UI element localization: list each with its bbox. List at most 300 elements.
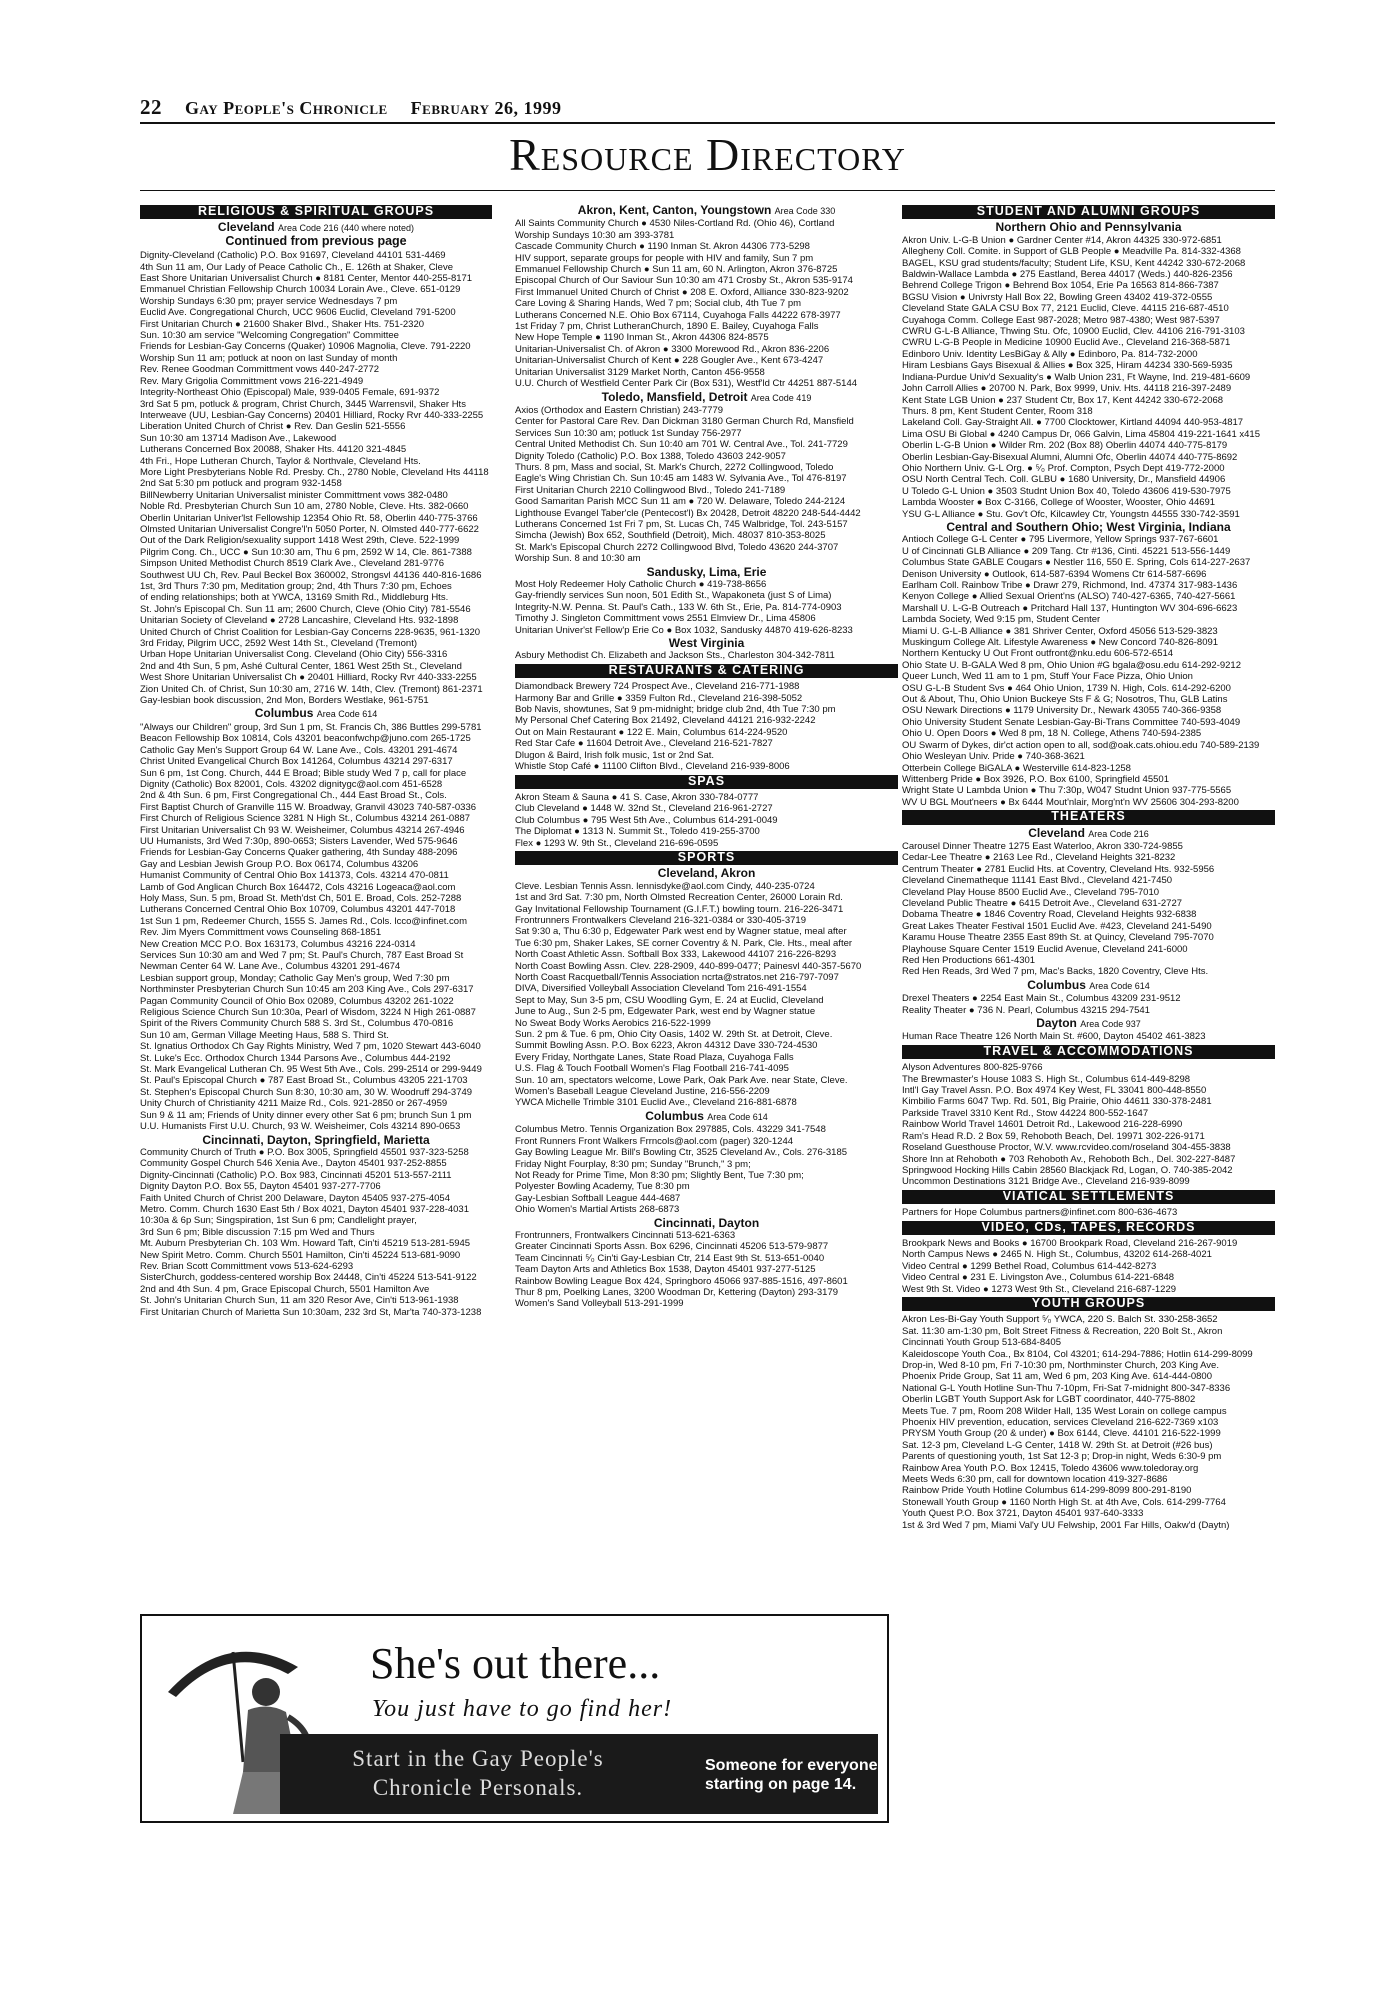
section-header-bar: STUDENT AND ALUMNI GROUPS: [902, 205, 1275, 219]
directory-entry: 4th Fri., Hope Lutheran Church, Taylor & Northvale, Cleveland Hts.: [140, 455, 421, 467]
directory-entry: Meets Weds 6:30 pm, call for downtown location 419-327-8686: [902, 1474, 1168, 1486]
issue-date: February 26, 1999: [410, 98, 562, 118]
directory-entry: Friday Night Fourplay, 8:30 pm; Sunday "Brunch," 3 pm;: [515, 1158, 751, 1170]
directory-entry: OSU North Central Tech. Coll. GLBU ● 1680 University, Dr., Mansfield 44906: [902, 474, 1226, 486]
directory-entry: Beacon Fellowship Box 10814, Cols 43201 beaconfwchp@juno.com 265-1725: [140, 733, 471, 745]
directory-entry: St. Ignatius Orthodox Ch Gay Rights Ministry, Wed 7 pm, 1020 Stewart 443-6040: [140, 1041, 481, 1053]
directory-entry: Worship Sundays 6:30 pm; prayer service Wednesdays 7 pm: [140, 295, 398, 307]
directory-entry: Otterbein College BiGALA ● Westerville 614-823-1258: [902, 762, 1131, 774]
directory-entry: Ohio Northern Univ. G-L Org. ● ⁵⁄₀ Prof. Compton, Psych Dept 419-772-2000: [902, 462, 1225, 474]
directory-entry: Lima OSU Bi Global ● 4240 Campus Dr, 066 Galvin, Lima 45804 419-221-1641 x415: [902, 428, 1260, 440]
directory-entry: Kimbilio Farms 6047 Twp. Rd. 501, Big Prairie, Ohio 44611 330-378-2481: [902, 1096, 1212, 1108]
directory-entry: Oberlin LGBT Youth Support Ask for LGBT coordinator, 440-775-8802: [902, 1394, 1196, 1406]
directory-entry: Religious Science Church Sun 10:30a, Pearl of Wisdom, 3224 N High 261-0887: [140, 1007, 476, 1019]
directory-entry: St. John's Unitarian Church Sun, 11 am 320 Resor Ave, Cin'ti 513-961-1938: [140, 1295, 459, 1307]
directory-entry: Akron Les-Bi-Gay Youth Support ⁵⁄₀ YWCA, 220 S. Balch St. 330-258-3652: [902, 1314, 1218, 1326]
directory-entry: First Church of Religious Science 3281 N High St., Columbus 43214 261-0887: [140, 813, 471, 825]
directory-entry: Center for Pastoral Care Rev. Dan Dickman 3180 German Church Rd, Mansfield: [515, 416, 854, 428]
directory-entry: United Church of Christ Coalition for Lesbian-Gay Concerns 228-9635, 961-1320: [140, 626, 481, 638]
directory-entry: Human Race Theatre 126 North Main St. #600, Dayton 45402 461-3823: [902, 1031, 1206, 1043]
area-code-note: Area Code 937: [1080, 1019, 1141, 1030]
directory-entry: 10:30a & 6p Sun; Singspiration, 1st Sun 6 pm; Candlelight prayer,: [140, 1215, 417, 1227]
directory-entry: Worship Sun 11 am; potluck at noon on last Sunday of month: [140, 352, 398, 364]
ad-subline: You just have to go find her!: [372, 1696, 673, 1722]
directory-entry: Dlugon & Baird, Irish folk music, 1st or 2nd Sat.: [515, 749, 715, 761]
directory-entry: Out of the Dark Religion/sexuality support 1418 West 29th, Cleve. 522-1999: [140, 535, 460, 547]
directory-entry: St. Luke's Ecc. Orthodox Church 1344 Parsons Ave., Columbus 444-2192: [140, 1052, 451, 1064]
directory-entry: Kaleidoscope Youth Coa., Bx 8104, Col 43201; 614-294-7886; Hotlin 614-299-8099: [902, 1348, 1253, 1360]
directory-entry: Central United Methodist Ch. Sun 10:40 am 701 W. Central Ave., Tol. 241-7729: [515, 439, 848, 451]
directory-entry: Sat. 12-3 pm, Cleveland L-G Center, 1418 W. 29th St. at Detroit (#26 bus): [902, 1439, 1213, 1451]
ad-headline: She's out there...: [370, 1639, 661, 1688]
directory-entry: Metro. Comm. Church 1630 East 5th / Box 4021, Dayton 45401 937-228-4031: [140, 1203, 470, 1215]
page-title: Resource Directory: [509, 129, 906, 180]
directory-entry: 1st, 3rd Thurs 7:30 pm, Meditation group; 2nd, 4th Thurs 7:30 pm, Echoes: [140, 581, 452, 592]
directory-entry: Front Runners Front Walkers Frrncols@aol.com (pager) 320-1244: [515, 1135, 794, 1147]
directory-entry: Interweave (UU, Lesbian-Gay Concerns) 20401 Hilliard, Rocky Rvr 440-333-2255: [140, 409, 484, 421]
directory-entry: Ram's Head R.D. 2 Box 59, Rehoboth Beach, Del. 19971 302-226-9171: [902, 1130, 1205, 1142]
ad-cta-line: Someone for everyone: [705, 1757, 878, 1774]
directory-entry: Antioch College G-L Center ● 795 Livermore, Yellow Springs 937-767-6601: [902, 534, 1219, 546]
directory-entry: U Toledo G-L Union ● 3503 Studnt Union Box 40, Toledo 43606 419-530-7975: [902, 485, 1231, 497]
directory-entry: Centrum Theater ● 2781 Euclid Hts. at Coventry, Cleveland Hts. 932-5956: [902, 863, 1215, 875]
directory-entry: U.U. Humanists First U.U. Church, 93 W. Weisheimer, Cols 43214 890-0653: [140, 1121, 461, 1133]
section-header-bar: RELIGIOUS & SPIRITUAL GROUPS: [140, 205, 492, 219]
directory-entry: Oberlin Lesbian-Gay-Bisexual Alumni, Alumni Ofc, Oberlin 44074 440-775-8692: [902, 451, 1238, 463]
region-name: Columbus: [1027, 977, 1086, 992]
ad-strip-line: Chronicle Personals.: [372, 1775, 584, 1800]
area-code-note: Area Code 216: [1088, 828, 1149, 839]
directory-entry: Sat. 11:30 am-1:30 pm, Bolt Street Fitness & Recreation, 220 Bolt St., Akron: [902, 1325, 1223, 1337]
directory-entry: Lutherans Concerned Central Ohio Box 10709, Columbus 43201 447-7018: [140, 904, 456, 916]
directory-entry: Whistle Stop Café ● 11100 Clifton Blvd., Cleveland 216-939-8006: [515, 761, 790, 773]
directory-entry: Noble Rd. Presbyterian Church Sun 10 am, 2780 Noble, Cleve. Hts. 382-0660: [140, 501, 469, 513]
directory-entry: U.S. Flag & Touch Football Women's Flag Football 216-741-4095: [515, 1063, 789, 1075]
directory-entry: Oberlin Unitarian Univer'lst Fellowship 12354 Ohio Rt. 58, Oberlin 440-775-3766: [140, 512, 478, 524]
directory-entry: St. Mark Evangelical Lutheran Ch. 95 West 5th Ave., Cols. 299-2514 or 299-9449: [140, 1064, 482, 1076]
directory-entry: 3rd Sat 5 pm, potluck & program, Christ Church, 3445 Warrensvil, Shaker Hts: [140, 398, 466, 410]
directory-entry: YWCA Michelle Trimble 3101 Euclid Ave., Cleveland 216-881-6878: [515, 1097, 797, 1109]
directory-entry: Red Star Cafe ● 11604 Detroit Ave., Cleveland 216-521-7827: [515, 738, 773, 750]
directory-entry: Rainbow Bowling League Box 424, Springboro 45066 937-885-1516, 497-8601: [515, 1275, 848, 1287]
directory-entry: Dignity-Cleveland (Catholic) P.O. Box 91697, Cleveland 44101 531-4469: [140, 250, 446, 262]
directory-entry: June to Aug., Sun 2-5 pm, Edgewater Park, west end by Wagner statue: [515, 1006, 816, 1018]
region-subhead: [902, 1018, 1275, 1030]
directory-entry: 2nd and 4th Sun, 5 pm, Ashé Cultural Center, 1861 West 25th St., Cleveland: [140, 660, 462, 672]
directory-entry: Miami U. G-L-B Alliance ● 381 Shriver Center, Oxford 45056 513-529-3823: [902, 625, 1218, 637]
region-subhead: [140, 708, 492, 720]
region-name: Akron, Kent, Canton, Youngstown: [577, 203, 772, 217]
region-name: Dayton: [1036, 1016, 1077, 1031]
region-subhead: [515, 564, 898, 579]
directory-entry: Phoenix Pride Group, Sat 11 am, Wed 6 pm, 203 King Ave. 614-444-0800: [902, 1371, 1213, 1383]
directory-entry: Cleveland Play House 8500 Euclid Ave., Cleveland 795-7010: [902, 886, 1160, 898]
directory-entry: First Immanuel United Church of Christ ● 208 E. Oxford, Alliance 330-823-9202: [515, 286, 849, 298]
directory-entry: St. Paul's Episcopal Church ● 787 East Broad St., Columbus 43205 221-1703: [140, 1075, 468, 1087]
region-subhead: [902, 977, 1275, 992]
directory-entry: Team Cincinnati ⁵⁄₀ Cin'ti Gay-Lesbian Ctr, 214 East 9th St. 513-651-0040: [515, 1252, 825, 1264]
directory-entry: Emmanuel Fellowship Church ● Sun 11 am, 60 N. Arlington, Akron 376-8725: [515, 264, 838, 276]
directory-entry: North Campus News ● 2465 N. High St., Columbus, 43202 614-268-4021: [902, 1249, 1212, 1261]
directory-entry: Alyson Adventures 800-825-9766: [902, 1062, 1043, 1074]
directory-entry: Cuyahoga Comm. College East 987-2028; Metro 987-4380; West 987-5397: [902, 314, 1220, 326]
directory-entry: Every Friday, Northgate Lanes, State Road Plaza, Cuyahoga Falls: [515, 1051, 794, 1063]
directory-entry: Partners for Hope Columbus partners@infinet.com 800-636-4673: [902, 1207, 1178, 1219]
directory-entry: Cedar-Lee Theatre ● 2163 Lee Rd., Cleveland Heights 321-8232: [902, 852, 1176, 864]
directory-entry: Dobama Theatre ● 1846 Coventry Road, Cleveland Heights 932-6838: [902, 909, 1197, 921]
directory-entry: Columbus Metro. Tennis Organization Box 297885, Cols. 43229 341-7548: [515, 1124, 826, 1136]
directory-entry: National G-L Youth Hotline Sun-Thu 7-10pm, Fri-Sat 7-midnight 800-347-8336: [902, 1382, 1231, 1394]
directory-entry: Rev. Mary Grigolia Committment vows 216-221-4949: [140, 375, 364, 387]
directory-entry: John Carroll Allies ● 20700 N. Park, Box 9999, Univ. Hts. 44118 216-397-2489: [902, 383, 1232, 395]
directory-entry: The Diplomat ● 1313 N. Summit St., Toledo 419-255-3700: [515, 826, 760, 838]
directory-entry: Rainbow Area Youth P.O. Box 12415, Toledo 43606 www.toledoray.org: [902, 1462, 1199, 1474]
directory-entry: OSU G-L-B Student Svs ● 464 Ohio Union, 1739 N. High, Cols. 614-292-6200: [902, 682, 1231, 694]
directory-entry: Community Gospel Church 546 Xenia Ave., Dayton 45401 937-252-8855: [140, 1158, 447, 1170]
directory-entry: BGSU Vision ● Univrsty Hall Box 22, Bowling Green 43402 419-372-0555: [902, 291, 1213, 303]
directory-entry: Cleveland State GALA CSU Box 77, 2121 Euclid, Cleve. 44115 216-687-4510: [902, 303, 1229, 315]
section-header-bar: TRAVEL & ACCOMMODATIONS: [902, 1045, 1275, 1059]
directory-entry: Cascade Community Church ● 1190 Inman St. Akron 44306 773-5298: [515, 241, 810, 253]
directory-entry: Drexel Theaters ● 2254 East Main St., Columbus 43209 231-9512: [902, 993, 1181, 1005]
column-religious: [140, 203, 492, 1318]
directory-entry: Akron Steam & Sauna ● 41 S. Case, Akron 330-784-0777: [515, 791, 759, 803]
directory-entry: Edinboro Univ. Identity LesBiGay & Ally ● Edinboro, Pa. 814-732-2000: [902, 348, 1198, 360]
directory-entry: Sun 6 pm, 1st Cong. Church, 444 E Broad; Bible study Wed 7 p, call for place: [140, 767, 467, 779]
region-name: Columbus: [254, 706, 314, 721]
directory-entry: Cincinnati Youth Group 513-684-8405: [902, 1337, 1061, 1349]
directory-entry: Parkside Travel 3310 Kent Rd., Stow 44224 800-552-1647: [902, 1107, 1149, 1119]
directory-entry: Services Sun 10:30 am; potluck 1st Sunday 756-2977: [515, 427, 742, 439]
directory-entry: Gay-Lesbian Softball League 444-4687: [515, 1192, 681, 1204]
directory-entry: More Light Presbyterians Noble Rd. Presby. Ch., 2780 Noble, Cleveland Hts 44118: [140, 466, 489, 478]
section-header-bar: SPORTS: [515, 851, 898, 865]
directory-entry: Urban Hope Unitarian Universalist Cong. Cleveland (Ohio City) 556-3316: [140, 649, 448, 661]
directory-entry: Unitarian-Universalist Ch. of Akron ● 3300 Morewood Rd., Akron 836-2206: [515, 343, 830, 355]
directory-entry: Unitarian Univer'st Fellow'p Erie Co ● Box 1032, Sandusky 44870 419-626-8233: [515, 624, 853, 636]
directory-entry: Bob Navis, showtunes, Sat 9 pm-midnight; bridge club 2nd, 4th Tue 7:30 pm: [515, 704, 836, 716]
directory-entry: Earlham Coll. Rainbow Tribe ● Drawr 279, Richmond, Ind. 47374 317-983-1436: [902, 580, 1238, 591]
ad-call-to-action: [705, 1756, 878, 1794]
directory-entry: St. Stephen's Episcopal Church Sun 8:30, 10:30 am, 30 W. Woodruff 294-3749: [140, 1086, 473, 1098]
directory-entry: West Shore Unitarian Universalist Ch ● 20401 Hilliard, Rocky Rvr 440-333-2255: [140, 672, 477, 684]
directory-entry: Cleve. Lesbian Tennis Assn. lennisdyke@aol.com Cindy, 440-235-0724: [515, 880, 815, 892]
region-name: Cleveland: [1028, 825, 1085, 840]
directory-entry: Olmsted Unitarian Universalist Congre'l'n 5050 Porter, N. Olmsted 440-777-6622: [140, 523, 479, 535]
area-code-note: Area Code 216 (440 where noted): [277, 223, 415, 234]
directory-entry: Episcopal Church of Our Saviour Sun 10:30 am 471 Crosby St., Akron 535-9174: [515, 275, 853, 287]
ad-strip-text: [288, 1744, 668, 1802]
directory-entry: Lutherans Concerned N.E. Ohio Box 67114, Cuyahoga Falls 44222 678-3977: [515, 309, 841, 321]
directory-entry: Polyester Bowling Academy, Tue 8:30 pm: [515, 1181, 690, 1193]
directory-entry: Simcha (Jewish) Box 652, Southfield (Detroit), Mich. 48037 810-353-8025: [515, 530, 826, 542]
directory-entry: Mt. Auburn Presbyterian Ch. 103 Wm. Howard Taft, Cin'ti 45219 513-281-5945: [140, 1238, 471, 1250]
directory-entry: 1st Sun 1 pm, Redeemer Church, 1555 S. James Rd., Cols. lcco@infinet.com: [140, 915, 467, 927]
directory-entry: Sun. 10:30 am service "Welcoming Congregation" Committee: [140, 330, 399, 342]
directory-entry: YSU G-L Alliance ● Stu. Gov't Ofc, Kilcawley Ctr, Youngstn 44555 330-742-3591: [902, 508, 1240, 520]
directory-entry: Diamondback Brewery 724 Prospect Ave., Cleveland 216-771-1988: [515, 681, 800, 693]
directory-entry: Simpson United Methodist Church 8519 Clark Ave., Cleveland 281-9776: [140, 558, 444, 570]
directory-entry: Integrity-N.W. Penna. St. Paul's Cath., 133 W. 6th St., Erie, Pa. 814-774-0903: [515, 601, 842, 613]
directory-entry: Sept to May, Sun 3-5 pm, CSU Woodling Gym, E. 24 at Euclid, Cleveland: [515, 994, 824, 1006]
directory-entry: Red Hen Productions 661-4301: [902, 955, 1036, 966]
directory-entry: Thurs. 8 pm, Kent Student Center, Room 318: [902, 405, 1093, 417]
directory-entry: of ending relationships; both at YWCA, 13169 Smith Rd., Middleburg Hts.: [140, 592, 449, 604]
directory-entry: Dignity Dayton P.O. Box 55, Dayton 45401 937-277-7706: [140, 1181, 381, 1193]
directory-entry: Liberation United Church of Christ ● Rev. Dan Geslin 521-5556: [140, 421, 406, 433]
directory-entry: Karamu House Theatre 2355 East 89th St. at Quincy, Cleveland 795-7070: [902, 932, 1214, 944]
directory-entry: Dignity-Cincinnati (Catholic) P.O. Box 983, Cincinnati 45201 513-557-2111: [140, 1169, 452, 1181]
directory-entry: Unitarian Society of Cleveland ● 2728 Lancashire, Cleveland Hts. 932-1898: [140, 615, 459, 627]
column-regional-sports: [515, 203, 898, 1310]
directory-entry: Sun 10 am, German Village Meeting Haus, 588 S. Third St.: [140, 1029, 389, 1041]
directory-entry: Thurs. 8 pm, Mass and social, St. Mark's Church, 2272 Collingwood, Toledo: [515, 461, 834, 473]
directory-entry: Kent State LGB Union ● 237 Student Ctr, Box 17, Kent 44242 330-672-2068: [902, 394, 1224, 406]
publication-name: Gay People's Chronicle: [185, 98, 388, 118]
directory-entry: Gay-friendly services Sun noon, 501 Edith St., Wapakoneta (just S of Lima): [515, 590, 832, 602]
region-subhead: [515, 205, 898, 217]
directory-entry: Muskingum College Alt. Lifestyle Awareness ● New Concord 740-826-8091: [902, 637, 1219, 649]
directory-entry: Drop-in, Wed 8-10 pm, Fri 7-10:30 pm, Northminster Church, 203 King Ave.: [902, 1360, 1219, 1371]
directory-entry: St. Mark's Episcopal Church 2272 Collingwood Blvd, Toledo 43620 244-3707: [515, 541, 839, 553]
directory-entry: No Sweat Body Works Aerobics 216-522-1999: [515, 1017, 711, 1029]
directory-entry: Marshall U. L-G-B Outreach ● Pritchard Hall 137, Huntington WV 304-696-6623: [902, 602, 1238, 614]
region-name: Cincinnati, Dayton: [653, 1215, 760, 1230]
directory-entry: Phoenix HIV prevention, education, services Cleveland 216-622-7369 x103: [902, 1417, 1219, 1429]
directory-entry: Worship Sun. 8 and 10:30 am: [515, 553, 641, 565]
directory-entry: New Creation MCC P.O. Box 163173, Columbus 43216 224-0314: [140, 938, 416, 950]
directory-entry: Harmony Bar and Grille ● 3359 Fulton Rd., Cleveland 216-398-5052: [515, 692, 803, 704]
directory-entry: New Hope Temple ● 1190 Inman St., Akron 44306 824-8575: [515, 332, 769, 344]
directory-entry: North Coast Athletic Assn. Softball Box 333, Lakewood 44107 216-226-8293: [515, 949, 837, 961]
region-subhead: [140, 1132, 492, 1147]
directory-entry: East Shore Unitarian Universalist Church ● 8181 Center, Mentor 440-255-8171: [140, 273, 473, 285]
directory-entry: Rev. Renee Goodman Committment vows 440-247-2772: [140, 364, 380, 376]
directory-entry: Services Sun 10:30 am and Wed 7 pm; St. Paul's Church, 787 East Broad St: [140, 950, 464, 961]
directory-entry: DIVA, Diversified Volleyball Association Cleveland Tom 216-491-1554: [515, 983, 807, 995]
directory-entry: Parents of questioning youth, 1st Sat 12-3 p; Drop-in night, Weds 6:30-9 pm: [902, 1451, 1222, 1463]
directory-entry: Uncommon Destinations 3121 Bridge Ave., Cleveland 216-939-8099: [902, 1176, 1190, 1188]
directory-entry: Lutherans Concerned 1st Fri 7 pm, St. Lucas Ch, 745 Walbridge, Tol. 243-5157: [515, 518, 848, 530]
personals-ad[interactable]: [140, 1614, 889, 1823]
directory-entry: Sun 10:30 am 13714 Madison Ave., Lakewood: [140, 432, 337, 444]
directory-entry: BillNewberry Unitarian Universalist minister Committment vows 382-0480: [140, 489, 448, 501]
region-name: Cincinnati, Dayton, Springfield, Marietta: [202, 1132, 430, 1147]
region-subhead: [515, 868, 898, 879]
section-header-bar: THEATERS: [902, 810, 1275, 824]
directory-entry: Northminster Presbyterian Church Sun 10:45 am 203 King Ave., Cols 297-6317: [140, 984, 474, 996]
directory-entry: UU Humanists, 3rd Wed 7:30p, 890-0653; Sisters Lavender, Wed 575-9646: [140, 835, 458, 847]
directory-entry: Dignity Toledo (Catholic) P.O. Box 1388, Toledo 43603 242-9057: [515, 450, 786, 462]
continued-note: Continued from previous page: [225, 233, 407, 248]
directory-entry: Thur 8 pm, Poelking Lanes, 3200 Woodman Dr, Kettering (Dayton) 293-3179: [515, 1286, 839, 1298]
directory-entry: Humanist Community of Central Ohio Box 141373, Cols. 43214 470-0811: [140, 870, 449, 882]
directory-entry: Baldwin-Wallace Lambda ● 275 Eastland, Berea 44017 (Weds.) 440-826-2356: [902, 269, 1233, 281]
directory-entry: OSU Newark Directions ● 1179 University Dr., Newark 43055 740-366-9358: [902, 705, 1222, 717]
directory-entry: North Coast Racquetball/Tennis Association ncrta@stratos.net 216-797-7097: [515, 972, 839, 983]
directory-entry: Intl'l Gay Travel Assn. P.O. Box 4974 Key West, FL 33041 800-448-8550: [902, 1085, 1207, 1097]
directory-entry: Rev. Jim Myers Committment vows Counseling 868-1851: [140, 927, 382, 939]
directory-entry: U.U. Church of Westfield Center Park Cir (Box 531), Westf'ld Ctr 44251 887-5144: [515, 378, 858, 390]
directory-entry: Christ United Evangelical Church Box 141264, Columbus 43214 297-6317: [140, 756, 453, 768]
directory-entry: Summit Bowling Assn. P.O. Box 6223, Akron 44312 Dave 330-724-4530: [515, 1040, 818, 1052]
directory-entry: Not Ready for Prime Time, Mon 8:30 pm; Slightly Bent, Tue 7:30 pm;: [515, 1169, 804, 1181]
directory-entry: Indiana-Purdue Univ'd Sexuality's ● Walb Union 231, Ft Wayne, Ind. 219-481-6609: [902, 371, 1251, 383]
directory-entry: Kenyon College ● Allied Sexual Orient'ns (ALSO) 740-427-6365, 740-427-5661: [902, 591, 1236, 603]
region-subhead: [902, 825, 1275, 840]
region-subhead: [515, 389, 898, 404]
region-subhead: [515, 1108, 898, 1123]
region-name: Cleveland: [217, 220, 275, 235]
region-name: Central and Southern Ohio; West Virginia, Indiana: [946, 519, 1231, 534]
directory-entry: Cleveland Cinematheque 11141 East Blvd., Cleveland 421-7450: [902, 875, 1173, 887]
directory-entry: Frontrunners, Frontwalkers Cincinnati 513-621-6363: [515, 1229, 736, 1241]
directory-entry: SisterChurch, goddess-centered worship Box 24448, Cin'ti 45224 513-541-9122: [140, 1272, 477, 1284]
directory-entry: Sun. 10 am, spectators welcome, Lowe Park, Oak Park Ave. near State, Cleve.: [515, 1074, 848, 1086]
directory-entry: Team Dayton Arts and Athletics Box 1538, Dayton 45401 937-277-5125: [515, 1264, 816, 1276]
directory-entry: Akron Univ. L-G-B Union ● Gardner Center #14, Akron 44325 330-972-6851: [902, 234, 1222, 246]
directory-entry: Women's Sand Volleyball 513-291-1999: [515, 1298, 684, 1310]
directory-entry: Pagan Community Council of Ohio Box 02089, Columbus 43202 261-1022: [140, 995, 454, 1007]
directory-entry: Zion United Ch. of Christ, Sun 10:30 am, 2716 W. 14th, Clev. (Tremont) 861-2371: [140, 683, 483, 695]
directory-entry: West 9th St. Video ● 1273 West 9th St., Cleveland 216-687-1229: [902, 1283, 1177, 1295]
section-header-bar: RESTAURANTS & CATERING: [515, 664, 898, 678]
directory-entry: Dignity (Catholic) Box 82001, Cols. 43202 dignitygc@aol.com 451-6528: [140, 778, 443, 790]
directory-entry: Gay and Lesbian Jewish Group P.O. Box 06174, Columbus 43206: [140, 858, 419, 870]
directory-entry: Spirit of the Rivers Community Church 588 S. 3rd St., Columbus 470-0816: [140, 1018, 454, 1030]
directory-entry: Ohio Women's Martial Artists 268-6873: [515, 1204, 680, 1216]
directory-entry: New Spirit Metro. Comm. Church 5501 Hamilton, Cin'ti 45224 513-681-9090: [140, 1249, 461, 1261]
section-header-bar: YOUTH GROUPS: [902, 1297, 1275, 1311]
section-header-bar: VIATICAL SETTLEMENTS: [902, 1190, 1275, 1204]
directory-entry: Good Samaritan Parish MCC Sun 11 am ● 720 W. Delaware, Toledo 244-2124: [515, 496, 846, 508]
directory-entry: Lutherans Concerned Box 20088, Shaker Hts. 44120 321-4845: [140, 444, 407, 456]
directory-entry: Gay Bowling League Mr. Bill's Bowling Ctr, 3525 Cleveland Av., Cols. 276-3185: [515, 1147, 848, 1159]
directory-entry: Video Central ● 1299 Bethel Road, Columbus 614-442-8273: [902, 1260, 1157, 1272]
region-subhead: [515, 1215, 898, 1230]
directory-entry: Red Hen Reads, 3rd Wed 7 pm, Mac's Backs, 1820 Coventry, Cleve Hts.: [902, 966, 1209, 978]
directory-entry: Wittenberg Pride ● Box 3926, P.O. Box 6100, Springfield 45501: [902, 773, 1169, 785]
region-subhead: [515, 638, 898, 649]
directory-entry: Reality Theater ● 736 N. Pearl, Columbus 43215 294-7541: [902, 1004, 1150, 1016]
directory-entry: PRYSM Youth Group (20 & under) ● Box 6144, Cleve. 44101 216-522-1999: [902, 1428, 1221, 1440]
area-code-note: Area Code 614: [316, 709, 378, 720]
page-number: 22: [140, 95, 162, 119]
directory-entry: Friends for Lesbian-Gay Concerns (Quaker) 10906 Magnolia, Cleve. 791-2220: [140, 341, 471, 353]
directory-entry: Rainbow World Travel 14601 Detroit Rd., Lakewood 216-228-6990: [902, 1119, 1183, 1131]
directory-entry: Out & About, Thu, Ohio Union Buckeye Sts F & G; Nosotros, Thu, GLB Latins: [902, 694, 1228, 706]
directory-entry: Care Loving & Sharing Hands, Wed 7 pm; Social club, 4th Tue 7 pm: [515, 298, 802, 310]
directory-entry: First Baptist Church of Granville 115 W. Broadway, Granvil 43023 740-587-0336: [140, 801, 477, 813]
directory-entry: "Always our Children" group, 3rd Sun 1 pm, St. Francis Ch, 386 Buttles 299-5781: [140, 721, 482, 733]
directory-entry: Pilgrim Cong. Ch., UCC ● Sun 10:30 am, Thu 6 pm, 2592 W 14, Cle. 861-7388: [140, 546, 472, 558]
directory-entry: Eagle's Wing Christian Ch. Sun 10:45 am 1483 W. Sylvania Ave., Tol 476-8197: [515, 473, 847, 485]
directory-entry: Allegheny Coll. Comite. in Support of GLB People ● Meadville Pa. 814-332-4368: [902, 246, 1241, 258]
directory-entry: Holy Mass, Sun. 5 pm, Broad St. Meth'dst Ch, 501 E. Broad, Cols. 252-7288: [140, 892, 462, 904]
directory-entry: Ohio University Student Senate Lesbian-Gay-Bi-Trans Committee 740-593-4049: [902, 716, 1241, 728]
directory-entry: Southwest UU Ch, Rev. Paul Beckel Box 360002, Strongsvl 44136 440-816-1686: [140, 569, 482, 581]
directory-entry: CWRU L-G-B People in Medicine 10900 Euclid Ave., Cleveland 216-368-5871: [902, 337, 1231, 349]
header-rule: [140, 122, 1275, 124]
directory-entry: Sun. 2 pm & Tue. 6 pm, Ohio City Oasis, 1402 W. 29th St. at Detroit, Cleve.: [515, 1029, 833, 1041]
directory-entry: Roseland Guesthouse Proctor, W.V. www.rcvideo.com/roseland 304-455-3838: [902, 1142, 1231, 1154]
directory-entry: Axios (Orthodox and Eastern Christian) 243-7779: [515, 404, 724, 416]
directory-entry: 1st & 3rd Wed 7 pm, Miami Val'y UU Felwship, 2001 Far Hills, Oakw'd (Daytn): [902, 1519, 1230, 1531]
directory-entry: Faith United Church of Christ 200 Delaware, Dayton 45405 937-275-4054: [140, 1192, 450, 1204]
directory-entry: The Brewmaster's House 1083 S. High St., Columbus 614-449-8298: [902, 1073, 1191, 1085]
directory-entry: First Unitarian Church ● 21600 Shaker Blvd., Shaker Hts. 751-2320: [140, 318, 425, 330]
directory-entry: Stonewall Youth Group ● 1160 North High St. at 4th Ave, Cols. 614-299-7764: [902, 1496, 1226, 1508]
region-subhead: [140, 222, 492, 234]
directory-entry: Lakeland Coll. Gay-Straight All. ● 7700 Clocktower, Kirtland 44094 440-953-4817: [902, 417, 1244, 429]
directory-entry: Sat 9:30 a, Thu 6:30 p, Edgewater Park west end by Wagner statue, meal after: [515, 926, 847, 938]
directory-entry: First Unitarian Church 2210 Collingwood Blvd., Toledo 241-7189: [515, 484, 786, 496]
directory-entry: Most Holy Redeemer Holy Catholic Church ● 419-738-8656: [515, 579, 767, 590]
directory-entry: 1st and 3rd Sat. 7:30 pm, North Olmsted Recreation Center, 26000 Lorain Rd.: [515, 892, 843, 904]
area-code-note: Area Code 419: [750, 392, 812, 403]
directory-entry: Catholic Gay Men's Support Group 64 W. Lane Ave., Cols. 43201 291-4674: [140, 744, 458, 756]
directory-entry: Timothy J. Singleton Committment vows 2551 Elmview Dr., Lima 45806: [515, 613, 816, 625]
area-code-note: Area Code 330: [774, 206, 836, 216]
area-code-note: Area Code 614: [707, 1111, 768, 1122]
directory-entry: Brookpark News and Books ● 16700 Brookpark Road, Cleveland 216-267-9019: [902, 1237, 1238, 1249]
directory-entry: Unity Church of Christianity 4211 Maize Rd., Cols. 921-2850 or 267-4959: [140, 1098, 448, 1110]
directory-entry: Lesbian support group, Monday; Catholic Gay Men's group, Wed 7:30 pm: [140, 972, 450, 984]
directory-entry: First Unitarian Church of Marietta Sun 10:30am, 232 3rd St, Mar'ta 740-373-1238: [140, 1306, 482, 1318]
directory-entry: Euclid Ave. Congregational Church, UCC 9606 Euclid, Cleveland 791-5200: [140, 307, 456, 319]
directory-entry: Emmanuel Christian Fellowship Church 10034 Lorain Ave., Cleve. 651-0129: [140, 284, 461, 296]
directory-entry: Rainbow Pride Youth Hotline Columbus 614-299-8099 800-291-8190: [902, 1485, 1192, 1497]
directory-entry: All Saints Community Church ● 4530 Niles-Cortland Rd. (Ohio 46), Cortland: [515, 218, 835, 230]
directory-entry: Lighthouse Evangel Taber'cle (Pentecost'l) Bx 20428, Detroit 48220 248-544-4442: [515, 507, 861, 519]
directory-entry: Queer Lunch, Wed 11 am to 1 pm, Stuff Your Face Pizza, Ohio Union: [902, 671, 1193, 683]
section-header-bar: VIDEO, CDs, TAPES, RECORDS: [902, 1221, 1275, 1235]
directory-entry: Lambda Society, Wed 9:15 pm, Student Center: [902, 614, 1101, 626]
region-subhead: [902, 222, 1275, 233]
directory-entry: St. John's Episcopal Ch. Sun 11 am; 2600 Church, Cleve (Ohio City) 781-5546: [140, 603, 471, 615]
directory-entry: 3rd Sun 6 pm; Bible discussion 7:15 pm Wed and Thurs: [140, 1226, 375, 1238]
directory-entry: Shore Inn at Rehoboth ● 703 Rehoboth Av., Rehoboth Bch., Del. 302-227-8487: [902, 1153, 1236, 1165]
directory-entry: Unitarian Universalist 3129 Market North, Canton 456-9558: [515, 366, 765, 378]
page-header: [140, 95, 1275, 124]
directory-entry: Sun 9 & 11 am; Friends of Unity dinner every other Sat 6 pm; brunch Sun 1 pm: [140, 1109, 472, 1121]
directory-entry: CWRU G-L-B Alliance, Thwing Stu. Ofc, 10900 Euclid, Clev. 44106 216-791-3103: [902, 326, 1245, 338]
directory-entry: Columbus State GABLE Cougars ● Nestler 116, 550 E. Spring, Cols 614-227-2637: [902, 557, 1251, 569]
directory-entry: Playhouse Square Center 1519 Euclid Avenue, Cleveland 241-6000: [902, 943, 1188, 955]
column-student-theaters-travel: [902, 203, 1275, 1531]
directory-entry: Springwood Hocking Hills Cabin 28560 Blackjack Rd, Logan, O. 740-385-2042: [902, 1164, 1233, 1176]
directory-entry: Women's Baseball League Cleveland Justine, 216-556-2209: [515, 1086, 770, 1098]
region-name: Northern Ohio and Pennsylvania: [995, 220, 1182, 235]
directory-entry: Flex ● 1293 W. 9th St., Cleveland 216-696-0595: [515, 837, 719, 849]
directory-entry: 3rd Friday, Pilgrim UCC, 2592 West 14th St., Cleveland (Tremont): [140, 638, 418, 650]
directory-entry: 2nd & 4th Sun. 6 pm, First Congregational Ch., 444 East Broad St., Cols.: [140, 790, 447, 802]
directory-entry: Ohio Wesleyan Univ. Pride ● 740-368-3621: [902, 751, 1085, 763]
directory-entry: Club Columbus ● 795 West 5th Ave., Columbus 614-291-0049: [515, 814, 778, 826]
directory-entry: WV U BGL Mout'neers ● Bx 6444 Mout'nlair, Morg'nt'n WV 25606 304-293-8200: [902, 796, 1239, 808]
directory-entry: Asbury Methodist Ch. Elizabeth and Jackson Sts., Charleston 304-342-7811: [515, 650, 835, 662]
directory-entry: Behrend College Trigon ● Behrend Box 1054, Erie Pa 16563 814-866-7387: [902, 280, 1219, 292]
directory-entry: Integrity-Northeast Ohio (Episcopal) Male, 939-0405 Female, 691-9372: [140, 387, 440, 399]
title-rule: [140, 190, 1275, 191]
ad-dark-strip: [280, 1734, 878, 1814]
directory-entry: Cleveland Public Theatre ● 6415 Detroit Ave., Cleveland 631-2727: [902, 897, 1183, 909]
directory-entry: 4th Sun 11 am, Our Lady of Peace Catholic Ch., E. 126th at Shaker, Cleve: [140, 261, 453, 273]
directory-entry: Tue 6:30 pm, Shaker Lakes, SE corner Coventry & N. Park, Cle. Hts., meal after: [515, 937, 853, 949]
directory-entry: Gay Invitational Fellowship Tournament (G.I.F.T.) bowling tourn. 216-226-3471: [515, 903, 844, 915]
section-header-bar: SPAS: [515, 775, 898, 789]
region-name: Cleveland, Akron: [657, 866, 756, 881]
